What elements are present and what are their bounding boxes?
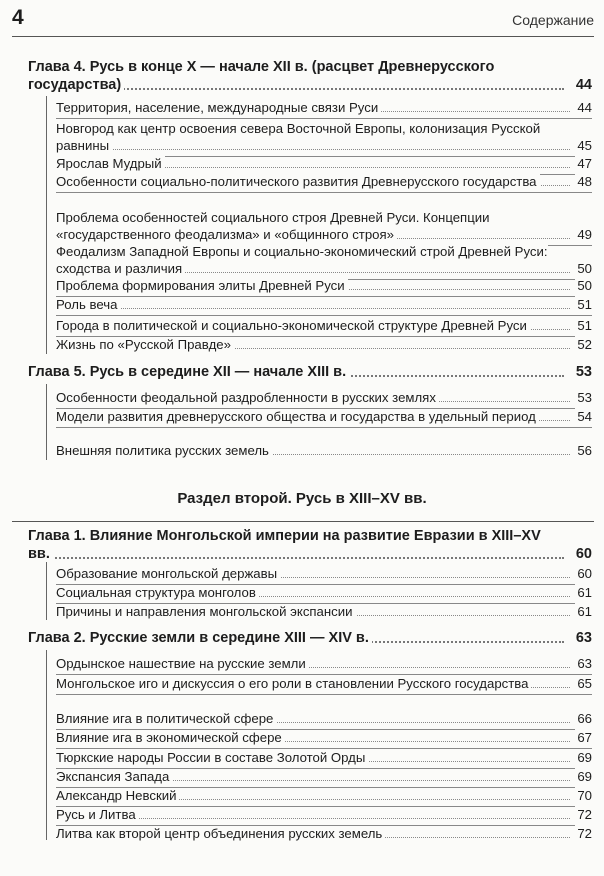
- toc-entry[interactable]: [56, 603, 592, 620]
- chapter-title: Глава 1. Влияние Монгольской империи на развитие Евразии в XIII–XV вв.: [28, 528, 541, 562]
- entry-title: Литва как второй центр объединения русских земель: [56, 826, 385, 841]
- toc-entry[interactable]: [56, 389, 592, 406]
- toc-entry[interactable]: [56, 243, 592, 277]
- toc-entry[interactable]: [56, 120, 592, 154]
- entry-page: 53: [577, 390, 592, 405]
- entry-title: Влияние ига в политической сфере: [56, 711, 276, 726]
- entry-page: 54: [577, 409, 592, 424]
- leader-dots: [56, 149, 570, 150]
- entry-title: Русь и Литва: [56, 807, 139, 822]
- entry-page: 63: [577, 656, 592, 671]
- toc-entry[interactable]: [56, 317, 592, 334]
- entry-title: Проблема формирования элиты Древней Руси: [56, 278, 348, 293]
- toc-entry[interactable]: [56, 155, 592, 172]
- entry-title: Причины и направления монгольской экспансии: [56, 604, 356, 619]
- entry-title: Особенности феодальной раздробленности в русских землях: [56, 390, 439, 405]
- entry-title: Города в политической и социально-экономической структуре Древней Руси: [56, 318, 530, 333]
- toc-entry[interactable]: [56, 768, 592, 785]
- entry-page: 69: [577, 750, 592, 765]
- entry-page: 45: [577, 138, 592, 153]
- entry-title: Александр Невский: [56, 788, 179, 803]
- entry-title: Роль веча: [56, 297, 120, 312]
- toc-entry[interactable]: [56, 336, 592, 353]
- toc-entry[interactable]: [56, 209, 592, 243]
- entry-title: Экспансия Запада: [56, 769, 172, 784]
- chapter-bar: [46, 562, 47, 620]
- entry-title: Проблема особенностей социального строя Древней Руси. Концепции «государственного феодализма» и «общинного строя»: [56, 210, 490, 242]
- toc-entry[interactable]: [56, 408, 592, 425]
- entry-underline: [56, 694, 592, 695]
- entry-page: 51: [577, 318, 592, 333]
- chapter-title: Глава 4. Русь в конце X — начале XII в. (расцвет Древнерусского государства): [28, 59, 495, 93]
- toc-entry[interactable]: [56, 442, 592, 459]
- entry-title: Новгород как центр освоения севера Восточной Европы, колонизация Русской равнины: [56, 121, 541, 153]
- entry-page: 47: [577, 156, 592, 171]
- entry-page: 48: [577, 174, 592, 189]
- entry-page: 52: [577, 337, 592, 352]
- entry-page: 50: [577, 261, 592, 276]
- toc-entry[interactable]: [56, 710, 592, 727]
- entry-title: Монгольское иго и дискуссия о его роли в становлении Русского государства: [56, 676, 531, 691]
- page-number: 4: [12, 6, 24, 29]
- chapter-title: Глава 5. Русь в середине XII — начале XIII в.: [28, 364, 349, 380]
- entry-title: Влияние ига в экономической сфере: [56, 730, 285, 745]
- chapter-2-heading[interactable]: [28, 629, 592, 647]
- entry-title: Социальная структура монголов: [56, 585, 259, 600]
- entry-title: Образование монгольской державы: [56, 566, 280, 581]
- entry-page: 72: [577, 826, 592, 841]
- header-rule: [12, 36, 594, 37]
- toc-entry[interactable]: [56, 825, 592, 842]
- entry-page: 67: [577, 730, 592, 745]
- entry-title: Ярослав Мудрый: [56, 156, 165, 171]
- entry-underline: [56, 118, 592, 119]
- chapter-page: 53: [575, 364, 592, 380]
- entry-title: Территория, население, международные связи Руси: [56, 100, 381, 115]
- entry-underline: [56, 192, 592, 193]
- entry-title: Ордынское нашествие на русские земли: [56, 656, 309, 671]
- entry-page: 69: [577, 769, 592, 784]
- chapter-bar: [46, 384, 47, 460]
- toc-entry[interactable]: [56, 655, 592, 672]
- entry-page: 66: [577, 711, 592, 726]
- entry-page: 61: [577, 585, 592, 600]
- entry-page: 70: [577, 788, 592, 803]
- toc-entry[interactable]: [56, 584, 592, 601]
- page-header: [12, 6, 594, 36]
- chapter-bar: [46, 650, 47, 840]
- chapter-page: 60: [575, 546, 592, 562]
- chapter-bar: [46, 96, 47, 354]
- toc-entry[interactable]: [56, 296, 592, 313]
- chapter-5-heading[interactable]: [28, 363, 592, 381]
- entry-title: Тюркские народы России в составе Золотой Орды: [56, 750, 368, 765]
- entry-page: 51: [577, 297, 592, 312]
- toc-entry[interactable]: [56, 173, 592, 190]
- entry-page: 65: [577, 676, 592, 691]
- entry-title: Модели развития древнерусского общества и государства в удельный период: [56, 409, 539, 424]
- section-rule: [12, 521, 594, 522]
- chapter-title: Глава 2. Русские земли в середине XIII — XIV в.: [28, 630, 372, 646]
- chapter-page: 44: [575, 77, 592, 93]
- entry-underline: [56, 427, 592, 428]
- entry-title: Жизнь по «Русской Правде»: [56, 337, 234, 352]
- entry-page: 49: [577, 227, 592, 242]
- entry-page: 61: [577, 604, 592, 619]
- entry-title: Феодализм Западной Европы и социально-экономический строй Древней Руси: сходства и различия: [56, 244, 548, 276]
- entry-title: Особенности социально-политического развития Древнерусского государства: [56, 174, 540, 189]
- leader-dots: [28, 557, 564, 559]
- entry-title: Внешняя политика русских земель: [56, 443, 272, 458]
- entry-page: 50: [577, 278, 592, 293]
- chapter-4-heading[interactable]: [28, 58, 592, 94]
- section-heading: Раздел второй. Русь в XIII–XV вв.: [177, 490, 427, 507]
- running-header: Содержание: [512, 12, 594, 28]
- chapter-page: 63: [575, 630, 592, 646]
- toc-entry[interactable]: [56, 565, 592, 582]
- toc-entry[interactable]: [56, 787, 592, 804]
- toc-entry[interactable]: [56, 749, 592, 766]
- chapter-1-heading[interactable]: [28, 527, 592, 563]
- entry-underline: [56, 315, 592, 316]
- leader-dots: [56, 308, 570, 309]
- entry-page: 44: [577, 100, 592, 115]
- toc-entry[interactable]: [56, 729, 592, 746]
- toc-entry[interactable]: [56, 277, 592, 294]
- toc-entry[interactable]: [56, 675, 592, 692]
- toc-entry[interactable]: [56, 806, 592, 823]
- entry-page: 72: [577, 807, 592, 822]
- toc-entry[interactable]: [56, 99, 592, 116]
- entry-page: 60: [577, 566, 592, 581]
- entry-page: 56: [577, 443, 592, 458]
